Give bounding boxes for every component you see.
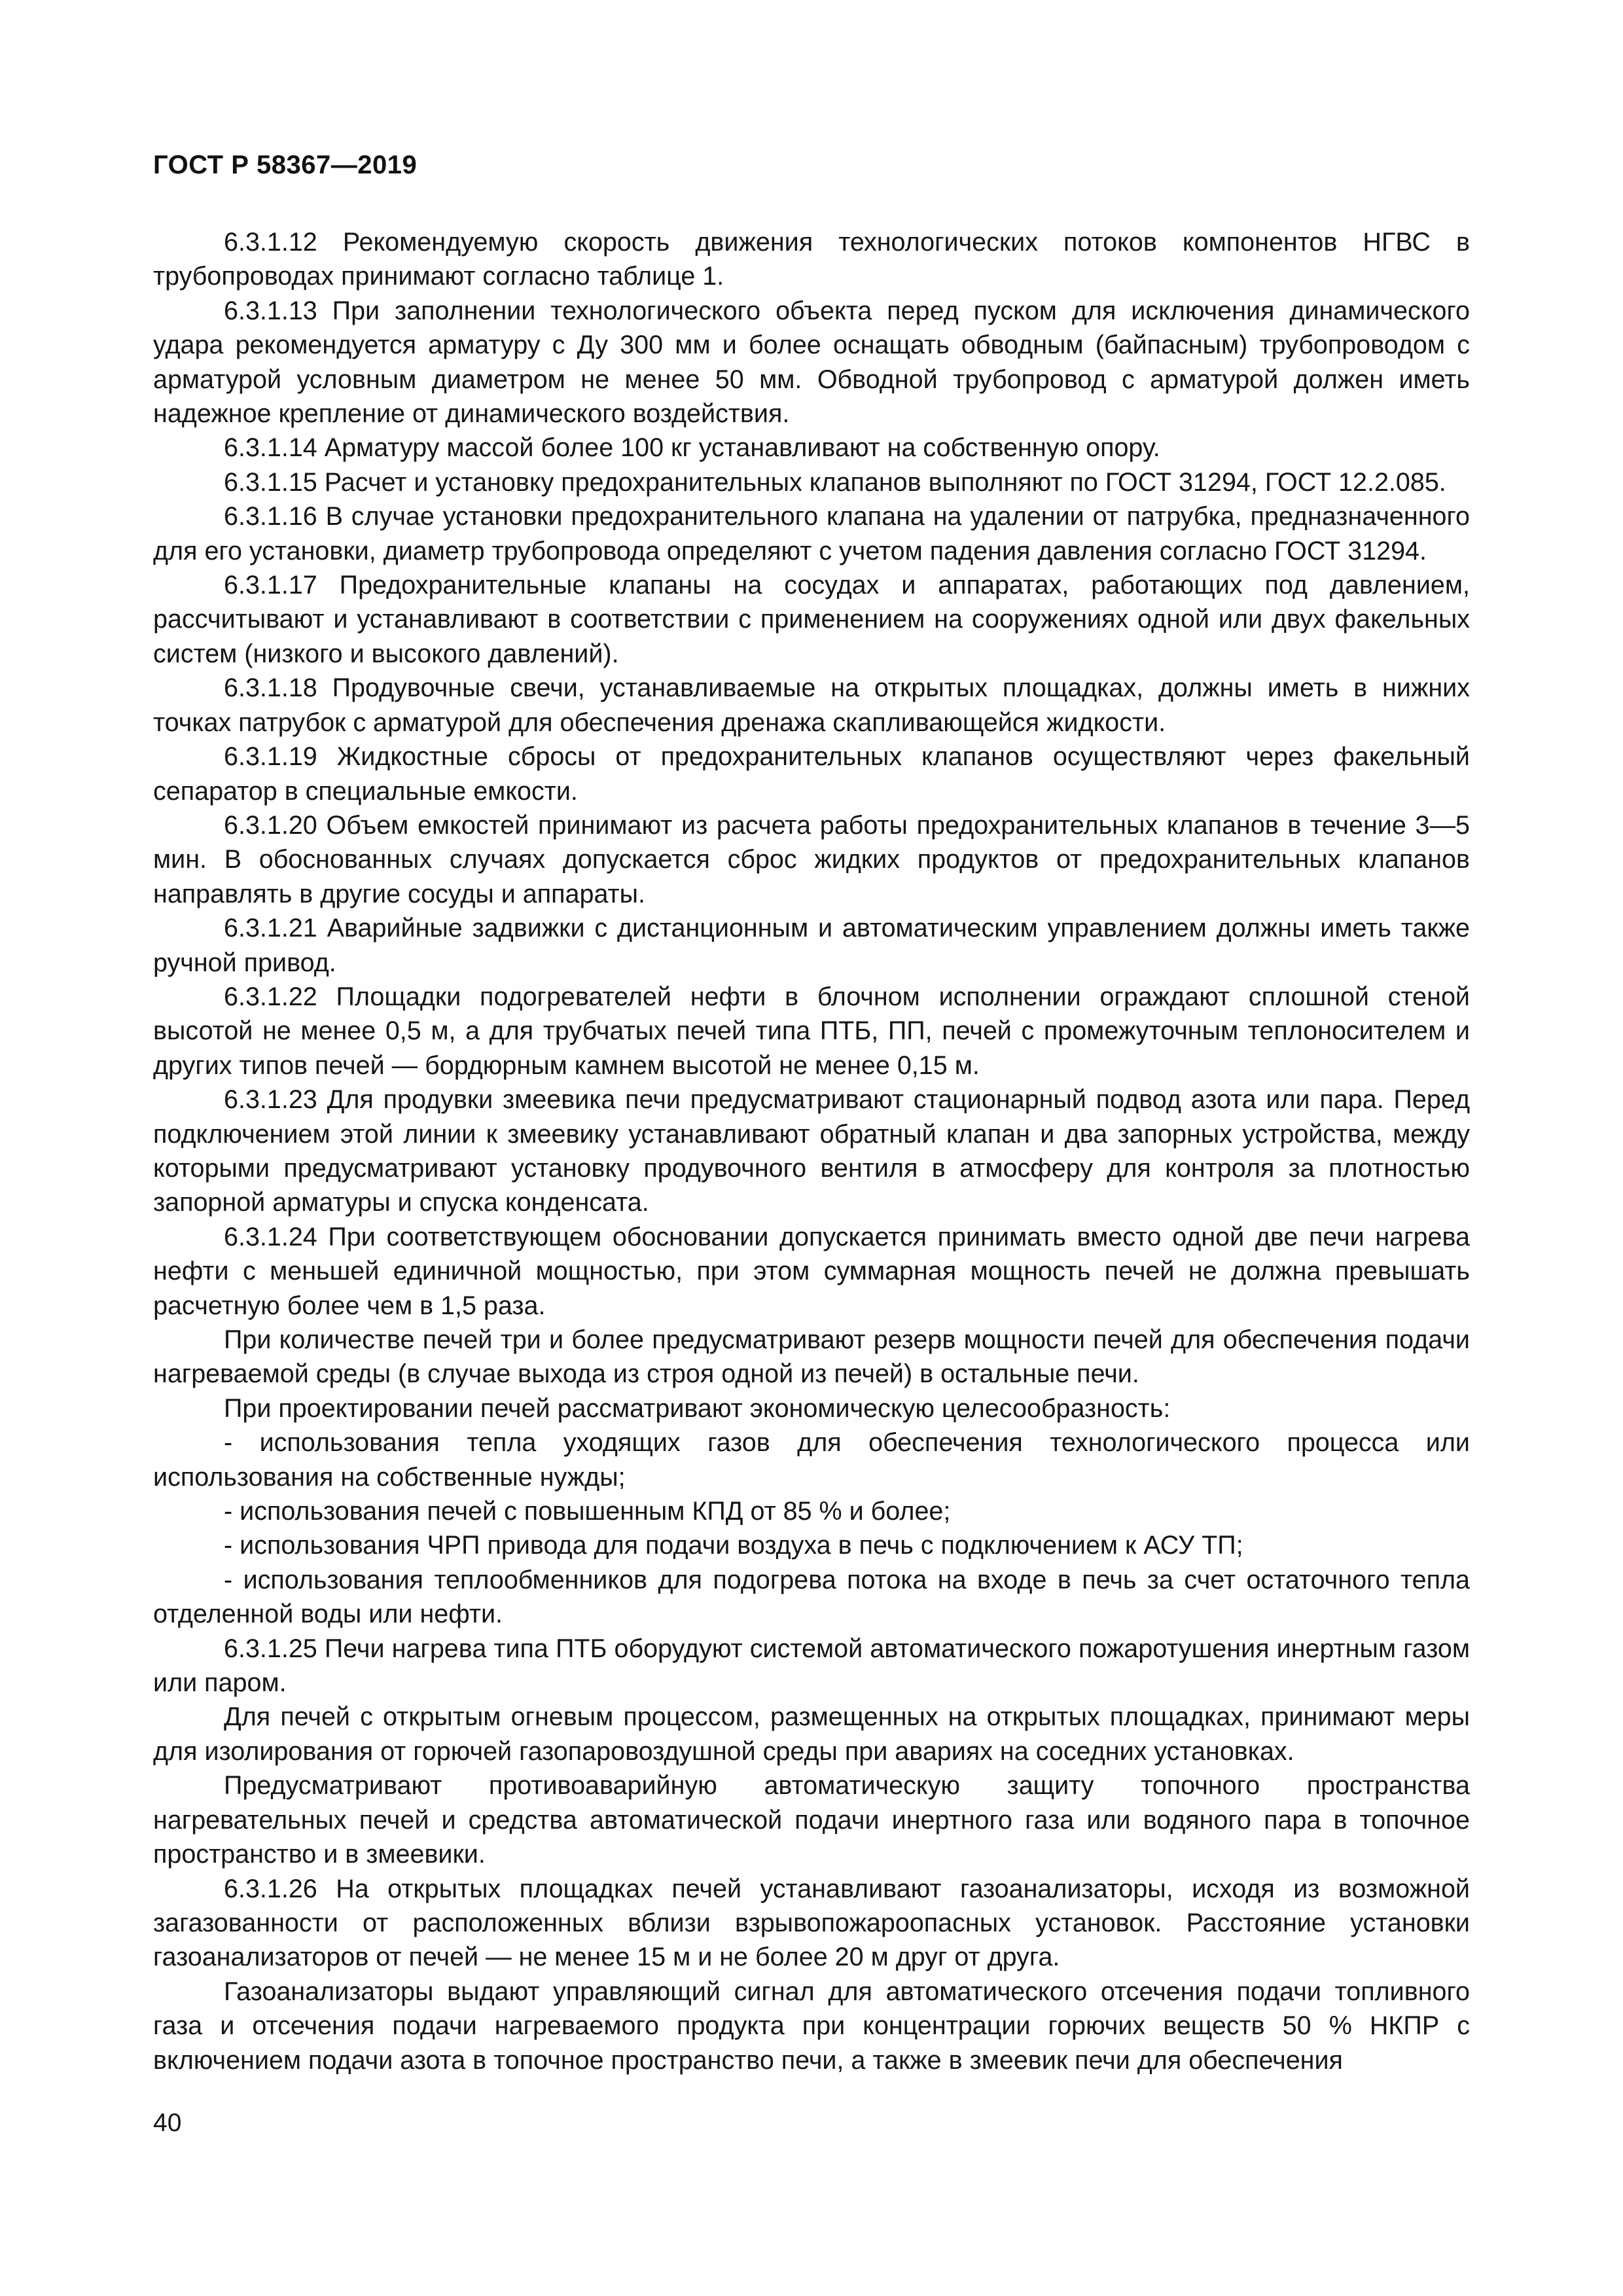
paragraph-6-3-1-18: 6.3.1.18 Продувочные свечи, устанавливаемые на открытых площадках, должны иметь в нижних точках патрубок с арматурой для обеспечения дренажа скапливающейся жидкости. (153, 673, 1470, 737)
list-item-heat-exchangers: - использования теплообменников для подогрева потока на входе в печь за счет остаточного тепла отделенной воды или нефти. (153, 1565, 1470, 1629)
list-item-flue-gas-heat: - использования тепла уходящих газов для обеспечения технологического процесса или использования на собственные нужды; (153, 1428, 1470, 1492)
paragraph-6-3-1-19: 6.3.1.19 Жидкостные сбросы от предохранительных клапанов осуществляют через факельный сепаратор в специальные емкости. (153, 742, 1470, 806)
document-body (153, 225, 1470, 2077)
paragraph-6-3-1-12: 6.3.1.12 Рекомендуемую скорость движения технологических потоков компонентов НГВС в трубопроводах принимают согласно таблице 1. (153, 228, 1470, 291)
paragraph-6-3-1-14: 6.3.1.14 Арматуру массой более 100 кг устанавливают на собственную опору. (224, 433, 1160, 463)
list-item-high-efficiency: - использования печей с повышенным КПД от 85 % и более; (224, 1497, 951, 1526)
paragraph-6-3-1-20: 6.3.1.20 Объем емкостей принимают из расчета работы предохранительных клапанов в течение 3—5 мин. В обоснованных случаях допускается сброс жидких продуктов от предохранительных клапанов направлять в другие сосуды и аппараты. (153, 810, 1470, 908)
paragraph-furnace-reserve: При количестве печей три и более предусматривают резерв мощности печей для обеспечения подачи нагреваемой среды (в случае выхода из строя одной из печей) в остальные печи. (153, 1325, 1470, 1389)
paragraph-emergency-protection: Предусматривают противоаварийную автоматическую защиту топочного пространства нагревательных печей и средства автоматической подачи инертного газа или водяного пара в топочное пространство и в змеевики. (153, 1771, 1470, 1869)
paragraph-6-3-1-13: 6.3.1.13 При заполнении технологического объекта перед пуском для исключения динамического удара рекомендуется арматуру с Ду 300 мм и более оснащать обводным (байпасным) трубопроводом с арматурой условным диаметром не менее 50 мм. Обводной трубопровод с арматурой должен иметь надежное крепление от динамического воздействия. (153, 296, 1470, 429)
paragraph-6-3-1-26: 6.3.1.26 На открытых площадках печей устанавливают газоанализаторы, исходя из возможной загазованности от расположенных вблизи взрывопожароопасных установок. Расстояние установки газоанализаторов от печей — не менее 15 м и не более 20 м друг от друга. (153, 1874, 1470, 1972)
paragraph-6-3-1-15: 6.3.1.15 Расчет и установку предохранительных клапанов выполняют по ГОСТ 31294, ГОСТ 12.2.085. (224, 467, 1446, 497)
paragraph-design-feasibility: При проектировании печей рассматривают экономическую целесообразность: (224, 1393, 1171, 1423)
paragraph-6-3-1-25: 6.3.1.25 Печи нагрева типа ПТБ оборудуют системой автоматического пожаротушения инертным газом или паром. (153, 1634, 1470, 1698)
paragraph-6-3-1-21: 6.3.1.21 Аварийные задвижки с дистанционным и автоматическим управлением должны иметь также ручной привод. (153, 914, 1470, 977)
paragraph-6-3-1-22: 6.3.1.22 Площадки подогревателей нефти в блочном исполнении ограждают сплошной стеной высотой не менее 0,5 м, а для трубчатых печей типа ПТБ, ПП, печей с промежуточным теплоносителем и других типов печей — бордюрным камнем высотой не менее 0,15 м. (153, 982, 1470, 1080)
paragraph-6-3-1-23: 6.3.1.23 Для продувки змеевика печи предусматривают стационарный подвод азота или пара. Перед подключением этой линии к змеевику устанавливают обратный клапан и два запорных устройства, между которыми предусматривают установку продувочного вентиля в атмосферу для контроля за плотностью запорной арматуры и спуска конденсата. (153, 1085, 1470, 1217)
paragraph-open-fire-isolation: Для печей с открытым огневым процессом, размещенных на открытых площадках, принимают меры для изолирования от горючей газопаровоздушной среды при авариях на соседних установках. (153, 1702, 1470, 1766)
paragraph-6-3-1-24: 6.3.1.24 При соответствующем обосновании допускается принимать вместо одной две печи нагрева нефти с меньшей единичной мощностью, при этом суммарная мощность печей не должна превышать расчетную более чем в 1,5 раза. (153, 1222, 1470, 1320)
paragraph-6-3-1-16: 6.3.1.16 В случае установки предохранительного клапана на удалении от патрубка, предназначенного для его установки, диаметр трубопровода определяют с учетом падения давления согласно ГОСТ 31294. (153, 502, 1470, 565)
list-item-vfd-drive: - использования ЧРП привода для подачи воздуха в печь с подключением к АСУ ТП; (224, 1531, 1243, 1560)
document-header: ГОСТ Р 58367—2019 (153, 151, 418, 179)
page-number: 40 (153, 2109, 182, 2137)
paragraph-gas-analyzers-signal: Газоанализаторы выдают управляющий сигнал для автоматического отсечения подачи топливного газа и отсечения подачи нагреваемого продукта при концентрации горючих веществ 50 % НКПР с включением подачи азота в топочное пространство печи, а также в змеевик печи для обеспечения (153, 1977, 1470, 2075)
paragraph-6-3-1-17: 6.3.1.17 Предохранительные клапаны на сосудах и аппаратах, работающих под давлением, рассчитывают и устанавливают в соответствии с применением на сооружениях одной или двух факельных систем (низкого и высокого давлений). (153, 571, 1470, 668)
